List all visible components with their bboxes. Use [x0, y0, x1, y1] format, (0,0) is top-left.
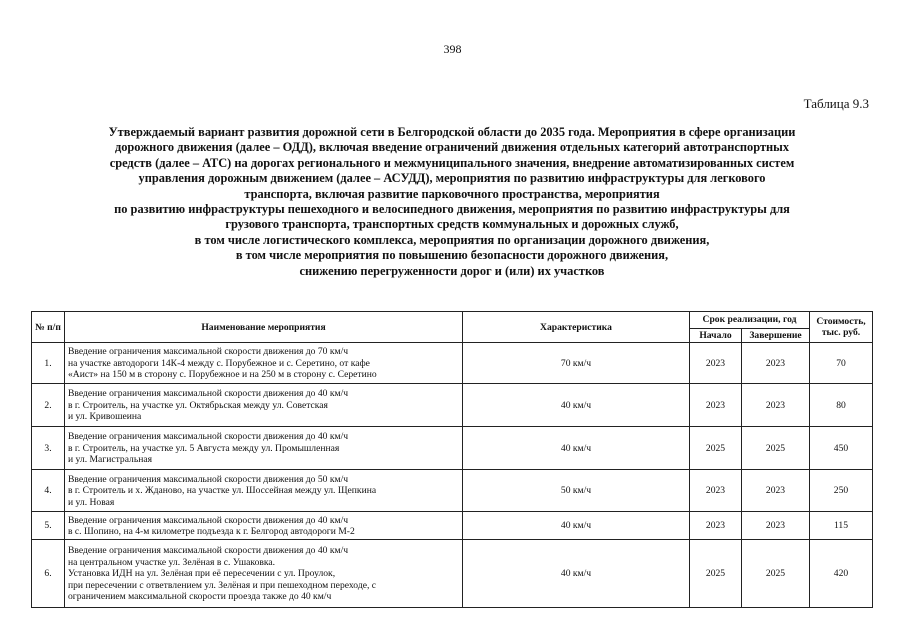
row-start: 2023 [690, 470, 742, 512]
title-line: дорожного движения (далее – ОДД), включая введение ограничений движения отдельных категорий автотранспортных [114, 140, 790, 155]
row-name-line: и ул. Новая [68, 496, 115, 508]
header-name: Наименование мероприятия [65, 312, 463, 343]
row-end: 2023 [742, 512, 810, 540]
row-name-line: на центральном участке ул. Зелёная в с. Ушаковка. [68, 556, 276, 568]
row-name [65, 384, 463, 427]
header-characteristic: Характеристика [463, 312, 690, 343]
table-row [32, 470, 873, 512]
table-row [32, 512, 873, 540]
row-name-line: в с. Шопино, на 4-м километре подъезда к г. Белгород автодороги М-2 [68, 525, 355, 537]
row-num: 3. [32, 427, 65, 470]
row-start: 2023 [690, 512, 742, 540]
row-end: 2025 [742, 540, 810, 608]
row-cost: 115 [810, 512, 873, 540]
title-line: снижению перегруженности дорог и (или) их участков [299, 263, 605, 278]
row-end: 2023 [742, 384, 810, 427]
row-cost: 70 [810, 343, 873, 384]
row-num: 2. [32, 384, 65, 427]
row-name-line: при пересечении с ответвлением ул. Зелёная и при пешеходном переходе, с [68, 579, 377, 591]
header-num: № п/п [32, 312, 65, 343]
row-start: 2023 [690, 384, 742, 427]
table-row [32, 540, 873, 608]
row-characteristic: 70 км/ч [463, 343, 690, 384]
row-name-line: Введение ограничения максимальной скорости движения до 40 км/ч [68, 431, 349, 443]
row-end: 2023 [742, 470, 810, 512]
row-cost: 420 [810, 540, 873, 608]
page-number: 398 [443, 42, 462, 56]
row-characteristic: 40 км/ч [463, 512, 690, 540]
row-name-line: ограничением максимальной скорости проезда также до 40 км/ч [68, 591, 332, 603]
row-name [65, 540, 463, 608]
row-name-line: на участке автодороги 14К-4 между с. Порубежное и с. Серетино, от кафе [68, 357, 370, 369]
row-name-line: и ул. Магистральная [68, 454, 153, 466]
document-title [18, 125, 886, 279]
row-name [65, 427, 463, 470]
table-label: Таблица 9.3 [803, 96, 869, 111]
header-period: Срок реализации, год [690, 312, 810, 329]
title-line: в том числе мероприятия по повышению безопасности дорожного движения, [235, 248, 669, 263]
row-name [65, 470, 463, 512]
row-name-line: Введение ограничения максимальной скорости движения до 50 км/ч [68, 473, 349, 485]
measures-table [31, 311, 873, 608]
row-name-line: Введение ограничения максимальной скорости движения до 40 км/ч [68, 388, 349, 400]
row-start: 2025 [690, 427, 742, 470]
row-name-line: в г. Строитель, на участке ул. 5 Августа между ул. Промышленная [68, 442, 340, 454]
row-name-line: и ул. Кривошеина [68, 411, 142, 423]
row-cost: 80 [810, 384, 873, 427]
row-name-line: Введение ограничения максимальной скорости движения до 40 км/ч [68, 545, 349, 557]
row-name [65, 512, 463, 540]
row-characteristic: 40 км/ч [463, 427, 690, 470]
title-line: средств (далее – АТС) на дорогах регионального и межмуниципального значения, внедрение автоматизированных систем [109, 155, 795, 170]
row-name-line: Введение ограничения максимальной скорости движения до 70 км/ч [68, 346, 349, 358]
row-characteristic: 40 км/ч [463, 384, 690, 427]
row-name-line: Введение ограничения максимальной скорости движения до 40 км/ч [68, 514, 349, 526]
header-cost: Стоимость, тыс. руб. [810, 312, 873, 343]
title-line: грузового транспорта, транспортных средств коммунальных и дорожных служб, [225, 217, 679, 232]
row-start: 2025 [690, 540, 742, 608]
table-row [32, 427, 873, 470]
row-num: 4. [32, 470, 65, 512]
row-cost: 450 [810, 427, 873, 470]
table-row [32, 384, 873, 427]
row-characteristic: 50 км/ч [463, 470, 690, 512]
title-line: в том числе логистического комплекса, мероприятия по организации дорожного движения, [194, 232, 710, 247]
row-num: 5. [32, 512, 65, 540]
row-name-line: Установка ИДН на ул. Зелёная при её пересечении с ул. Проулок, [68, 568, 336, 580]
row-name-line: «Аист» на 150 м в сторону с. Порубежное и на 250 м в сторону с. Серетино [68, 369, 377, 381]
title-line: управления дорожным движением (далее – АСУДД), мероприятия по развитию инфраструктуры для легкового [138, 171, 766, 186]
title-line: Утверждаемый вариант развития дорожной сети в Белгородской области до 2035 года. Мероприятия в сфере организации [108, 125, 796, 139]
row-name-line: в г. Строитель, на участке ул. Октябрьская между ул. Советская [68, 399, 328, 411]
row-num: 1. [32, 343, 65, 384]
row-start: 2023 [690, 343, 742, 384]
row-num: 6. [32, 540, 65, 608]
row-end: 2023 [742, 343, 810, 384]
title-line: по развитию инфраструктуры пешеходного и велосипедного движения, мероприятия по развитию инфраструктуры для [114, 202, 790, 217]
row-cost: 250 [810, 470, 873, 512]
row-name-line: в г. Строитель и х. Жданово, на участке ул. Шоссейная между ул. Щепкина [68, 485, 377, 497]
row-characteristic: 40 км/ч [463, 540, 690, 608]
row-name [65, 343, 463, 384]
table-row [32, 343, 873, 384]
header-start: Начало [690, 329, 742, 343]
header-end: Завершение [742, 329, 810, 343]
row-end: 2025 [742, 427, 810, 470]
title-line: транспорта, включая развитие парковочного пространства, мероприятия [244, 186, 660, 201]
